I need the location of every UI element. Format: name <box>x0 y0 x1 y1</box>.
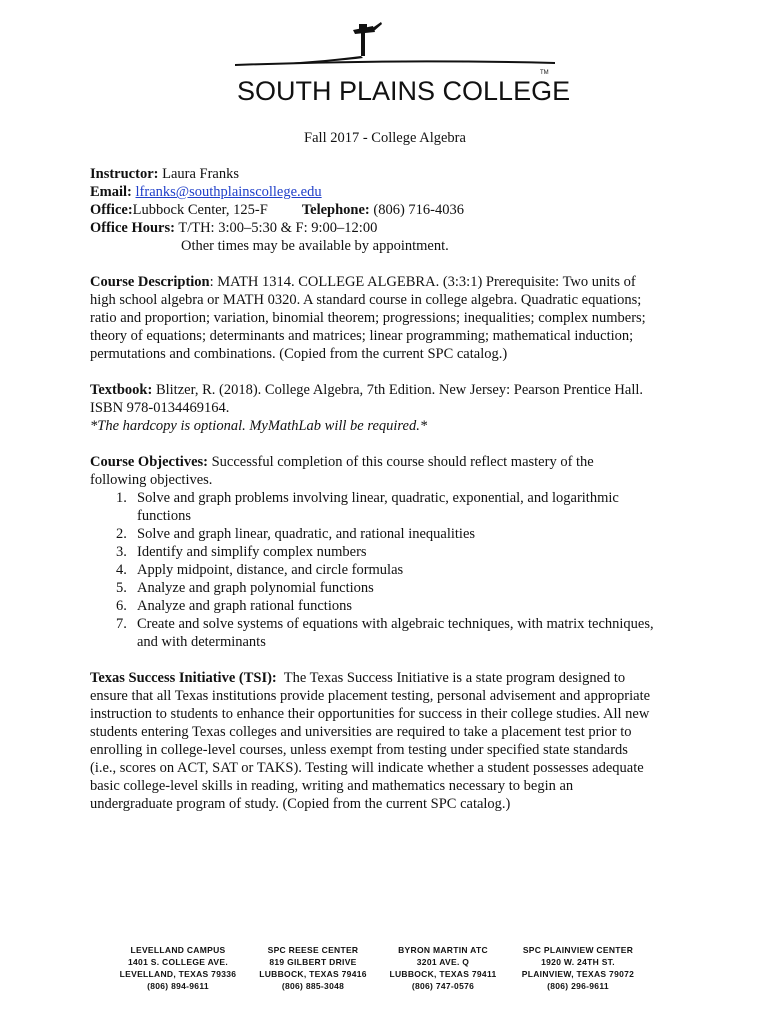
description-line: permutations and combinations. (Copied from the current SPC catalog.) <box>90 346 508 362</box>
description-line: theory of equations; determinants and matrices; linear programming; mathematical induction; <box>90 328 634 344</box>
list-item: 4. Apply midpoint, distance, and circle formulas <box>116 562 404 578</box>
college-name: SOUTH PLAINS COLLEGE <box>237 76 571 106</box>
tsi-section <box>90 669 690 813</box>
office-location: Lubbock Center, 125-F <box>132 202 268 218</box>
course-description <box>90 273 690 363</box>
telephone-number: (806) 716-4036 <box>373 202 465 218</box>
list-item: 3. Identify and simplify complex numbers <box>116 544 367 560</box>
objectives-intro: Successful completion of this course should reflect mastery of the <box>211 454 594 470</box>
list-item: 7. Create and solve systems of equations with algebraic techniques, with matrix techniques, and with determinants <box>116 616 654 650</box>
list-item: 6. Analyze and graph rational functions <box>116 598 353 614</box>
syllabus-body <box>90 165 690 813</box>
tsi-line: undergraduate program of study. (Copied from the current SPC catalog.) <box>90 796 511 812</box>
windmill-icon <box>235 18 555 78</box>
campus-levelland: LEVELLAND CAMPUS 1401 S. COLLEGE AVE. LEVELLAND, TEXAS 79336 (806) 894-9611 <box>119 945 237 991</box>
list-item: 5. Analyze and graph polynomial functions <box>116 580 374 596</box>
description-line: : MATH 1314. COLLEGE ALGEBRA. (3:3:1) Prerequisite: Two units of <box>209 274 636 290</box>
instructor-label: Instructor: <box>90 166 159 182</box>
course-objectives <box>90 453 690 651</box>
email-label: Email: <box>90 184 132 200</box>
tsi-line: ensure that all Texas institutions provide placement testing, personal advisement and appropriate <box>90 688 651 704</box>
tsi-label: Texas Success Initiative (TSI): <box>90 670 277 686</box>
office-hours-note: Other times may be available by appointment. <box>181 238 449 254</box>
description-line: high school algebra or MATH 0320. A standard course in college algebra. Quadratic equations; <box>90 292 642 308</box>
tsi-line: enrolling in college-level courses, unless exempt from testing under specified state standards <box>90 742 628 758</box>
instructor-line <box>90 165 690 183</box>
tsi-line: The Texas Success Initiative is a state program designed to <box>283 670 626 686</box>
textbook-label: Textbook: <box>90 382 153 398</box>
campus-byron-martin: BYRON MARTIN ATC 3201 AVE. Q LUBBOCK, TEXAS 79411 (806) 747-0576 <box>389 945 497 991</box>
office-hours-value: T/TH: 3:00–5:30 & F: 9:00–12:00 <box>178 220 378 236</box>
objectives-list <box>90 489 690 651</box>
description-line: ratio and proportion; variation, binomial theorem; progressions; inequalities; complex numbers; <box>90 310 646 326</box>
instructor-name: Laura Franks <box>162 166 239 182</box>
office-hours-line <box>90 219 690 237</box>
office-line <box>90 201 690 219</box>
campus-plainview: SPC PLAINVIEW CENTER 1920 W. 24TH ST. PLAINVIEW, TEXAS 79072 (806) 296-9611 <box>521 945 635 991</box>
textbook-section <box>90 381 690 435</box>
telephone-label: Telephone: <box>301 202 370 218</box>
objectives-label: Course Objectives: <box>90 454 208 470</box>
campus-reese: SPC REESE CENTER 819 GILBERT DRIVE LUBBOCK, TEXAS 79416 (806) 885-3048 <box>259 945 367 991</box>
college-logo <box>0 18 770 108</box>
list-item: 2. Solve and graph linear, quadratic, and rational inequalities <box>116 526 476 542</box>
tsi-line: instruction to students to enhance their opportunities for success in their college studies. All new <box>90 706 650 722</box>
objectives-intro-cont: following objectives. <box>90 472 213 488</box>
office-label: Office: <box>90 202 133 218</box>
list-item: 1. Solve and graph problems involving linear, quadratic, exponential, and logarithmic functions <box>116 490 619 524</box>
footer-campuses <box>0 944 770 994</box>
tsi-line: (i.e., scores on ACT, SAT or TAKS). Testing will indicate whether a student possesses adequate <box>90 760 644 776</box>
email-link[interactable]: lfranks@southplainscollege.edu <box>135 184 322 200</box>
trademark-mark: TM <box>540 70 549 76</box>
email-line <box>90 183 690 201</box>
course-description-label: Course Description <box>90 274 210 290</box>
tsi-line: basic college-level skills in reading, writing and mathematics necessary to begin an <box>90 778 574 794</box>
page-title: Fall 2017 - College Algebra <box>304 130 466 146</box>
textbook-citation: Blitzer, R. (2018). College Algebra, 7th Edition. New Jersey: Pearson Prentice Hall. <box>155 382 644 398</box>
office-hours-label: Office Hours: <box>90 220 175 236</box>
textbook-note: *The hardcopy is optional. MyMathLab will be required.* <box>90 418 428 434</box>
tsi-line: students entering Texas colleges and universities are required to take a placement test prior to <box>90 724 632 740</box>
textbook-isbn: ISBN 978-0134469164. <box>90 400 230 416</box>
